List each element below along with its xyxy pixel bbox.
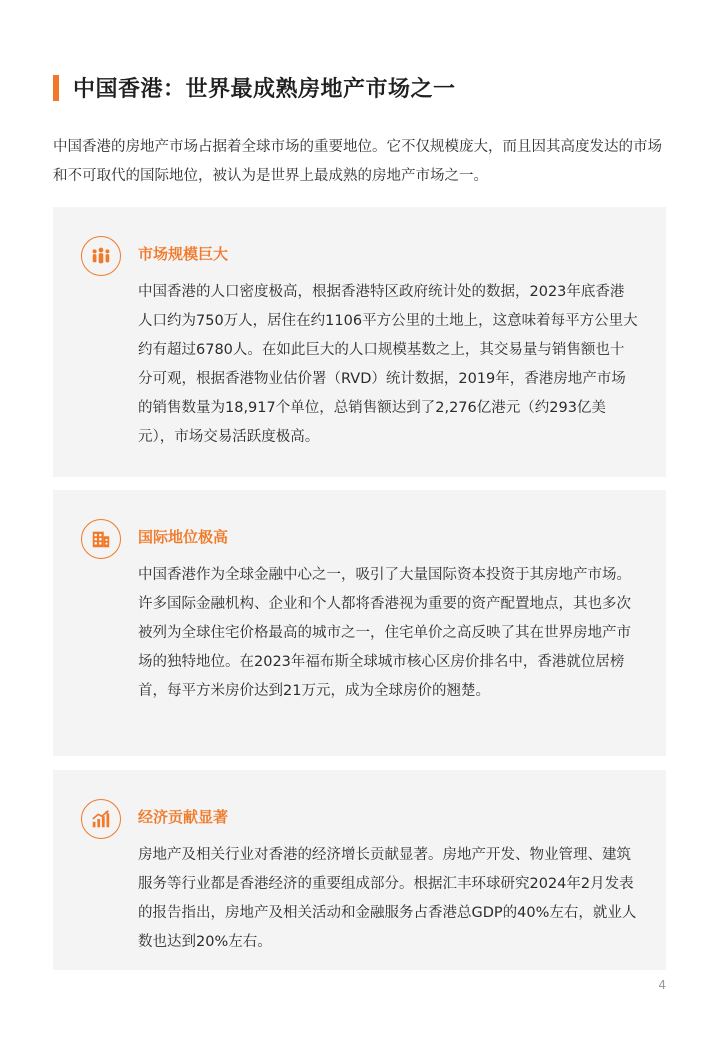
card-title: 市场规模巨大 <box>138 245 229 263</box>
intro-paragraph: 中国香港的房地产市场占据着全球市场的重要地位。它不仅规模庞大，而且因其高度发达的市场和不可取代的国际地位，被认为是世界上最成熟的房地产市场之一。 <box>53 139 662 184</box>
info-card-economic-contribution <box>53 770 666 970</box>
info-card-market-size <box>53 207 666 477</box>
page-title: 中国香港：世界最成熟房地产市场之一 <box>73 77 456 102</box>
card-title: 经济贡献显著 <box>138 808 229 826</box>
info-card-international-status <box>53 490 666 756</box>
growth-chart-icon <box>81 799 121 839</box>
page-number: 4 <box>658 978 666 992</box>
people-icon <box>81 236 121 276</box>
section-heading <box>53 72 456 103</box>
card-body: 中国香港的人口密度极高，根据香港特区政府统计处的数据，2023年底香港人口约为750万人，居住在约1106平方公里的土地上，这意味着每平方公里大约有超过6780人。在如此巨大的人口规模基数之上，其交易量与销售额也十分可观，根据香港物业估价署（RVD）统计数据，2019年，香港房地产市场的销售数量为18,917个单位，总销售额达到了2,276亿港元（约293亿美元），市场交易活跃度极高。 <box>138 284 638 445</box>
card-body: 中国香港作为全球金融中心之一，吸引了大量国际资本投资于其房地产市场。许多国际金融机构、企业和个人都将香港视为重要的资产配置地点，其也多次被列为全球住宅价格最高的城市之一，住宅单价之高反映了其在世界房地产市场的独特地位。在2023年福布斯全球城市核心区房价排名中，香港就位居榜首，每平方米房价达到21万元，成为全球房价的翘楚。 <box>138 567 631 699</box>
card-body: 房地产及相关行业对香港的经济增长贡献显著。房地产开发、物业管理、建筑服务等行业都是香港经济的重要组成部分。根据汇丰环球研究2024年2月发表的报告指出，房地产及相关活动和金融服务占香港总GDP的40%左右，就业人数也达到20%左右。 <box>138 847 637 950</box>
building-icon <box>81 519 121 559</box>
card-title: 国际地位极高 <box>138 528 229 546</box>
heading-accent-bar <box>53 75 59 101</box>
